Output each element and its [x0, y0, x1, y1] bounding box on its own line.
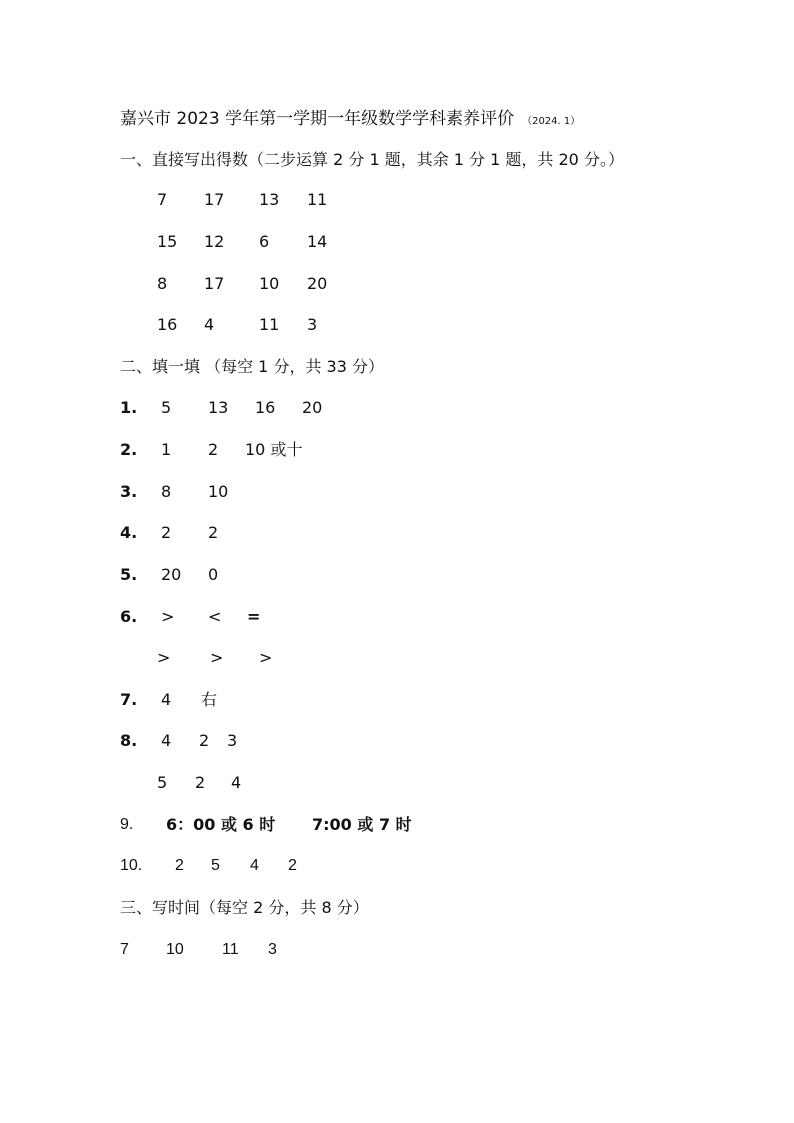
- answer-cell: 2: [199, 731, 210, 750]
- item-number: 6.: [120, 607, 138, 626]
- answer-cell: 5: [211, 857, 220, 874]
- answer-cell: 20: [307, 274, 328, 293]
- item-number: 7.: [120, 690, 138, 709]
- answer-cell: >: [157, 648, 171, 667]
- answer-cell: 10: [208, 482, 229, 501]
- item-number: 8.: [120, 731, 138, 750]
- answer-cell: 8: [161, 482, 172, 501]
- item-number: 2.: [120, 440, 138, 459]
- answer-cell: 2: [161, 523, 172, 542]
- answer-cell: 7:00 或 7 时: [312, 815, 412, 834]
- answer-cell: 7: [157, 190, 168, 209]
- answer-cell: 12: [204, 232, 225, 251]
- answer-cell: 16: [255, 398, 276, 417]
- section3-heading: 三、写时间（每空 2 分，共 8 分）: [120, 898, 369, 917]
- title-main: 嘉兴市 2023 学年第一学期一年级数学学科素养评价: [120, 109, 515, 129]
- answer-cell: 6: [259, 232, 270, 251]
- answer-cell: 14: [307, 232, 328, 251]
- answer-cell: 3: [307, 315, 318, 334]
- answer-cell: 6：00 或 6 时: [166, 815, 276, 834]
- section2-heading: 二、填一填 （每空 1 分，共 33 分）: [120, 357, 384, 376]
- answer-cell: 11: [307, 190, 328, 209]
- item-number: 4.: [120, 523, 138, 542]
- answer-cell: 4: [161, 690, 172, 709]
- answer-cell: =: [247, 607, 261, 626]
- item-number: 1.: [120, 398, 138, 417]
- answer-cell: 17: [204, 190, 225, 209]
- answer-cell: 右: [201, 690, 218, 709]
- answer-cell: 16: [157, 315, 178, 334]
- answer-cell: 11: [222, 941, 239, 958]
- answer-cell: 13: [208, 398, 229, 417]
- answer-cell: 4: [250, 857, 259, 874]
- answer-cell: 5: [157, 773, 168, 792]
- answer-cell: 3: [268, 941, 277, 958]
- item-number: 5.: [120, 565, 138, 584]
- answer-cell: 20: [302, 398, 323, 417]
- answer-cell: 2: [208, 440, 219, 459]
- answer-cell: 20: [161, 565, 182, 584]
- answer-cell: 8: [157, 274, 168, 293]
- answer-cell: 2: [288, 857, 297, 874]
- answer-cell: 4: [161, 731, 172, 750]
- answer-cell: 10 或十: [245, 440, 303, 459]
- answer-cell: >: [259, 648, 273, 667]
- answer-cell: 7: [120, 941, 129, 958]
- answer-cell: 0: [208, 565, 219, 584]
- answer-cell: 10: [166, 941, 184, 958]
- answer-cell: 11: [259, 315, 280, 334]
- answer-cell: 17: [204, 274, 225, 293]
- item-number: 9.: [120, 816, 134, 833]
- title-date: （2024. 1）: [522, 116, 581, 127]
- answer-cell: 15: [157, 232, 178, 251]
- page-title: [120, 108, 580, 133]
- answer-cell: <: [208, 607, 222, 626]
- section1-heading: 一、直接写出得数（二步运算 2 分 1 题，其余 1 分 1 题，共 20 分。）: [120, 150, 624, 169]
- answer-cell: 2: [195, 773, 206, 792]
- answer-cell: >: [161, 607, 175, 626]
- answer-cell: 3: [227, 731, 238, 750]
- item-number: 10.: [120, 857, 143, 874]
- answer-cell: 4: [204, 315, 215, 334]
- answer-cell: 2: [208, 523, 219, 542]
- answer-cell: 2: [175, 857, 184, 874]
- answer-cell: 4: [231, 773, 242, 792]
- answer-cell: 5: [161, 398, 172, 417]
- answer-cell: 13: [259, 190, 280, 209]
- answer-cell: 1: [161, 440, 172, 459]
- item-number: 3.: [120, 482, 138, 501]
- answer-cell: 10: [259, 274, 280, 293]
- answer-cell: >: [210, 648, 224, 667]
